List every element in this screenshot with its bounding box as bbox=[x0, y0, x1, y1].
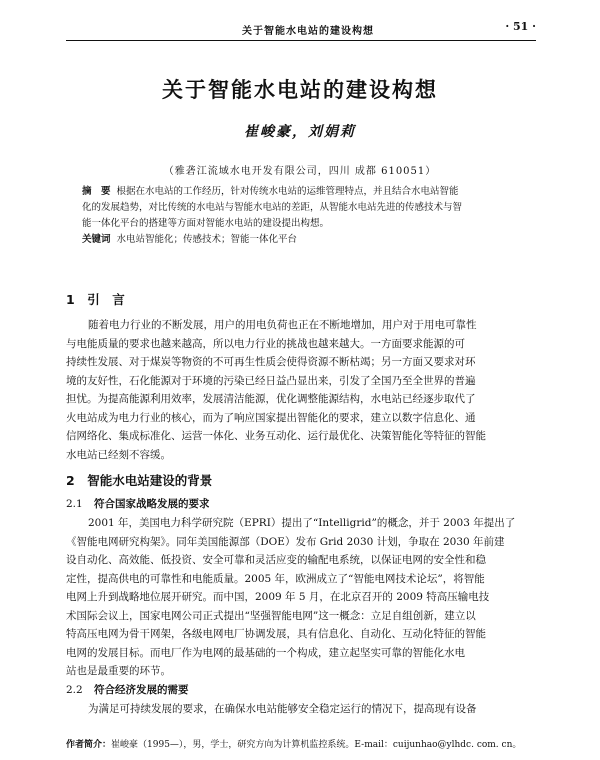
article-affiliation: （雅砻江流域水电开发有限公司，四川 成都 610051） bbox=[163, 166, 437, 177]
subsection-heading: 符合国家战略发展的要求 bbox=[94, 498, 210, 510]
article-title: 关于智能水电站的建设构想 bbox=[162, 78, 438, 102]
header-rule bbox=[66, 40, 536, 41]
keywords-label: 关键词 bbox=[82, 234, 111, 245]
subsection-2-1-body bbox=[66, 514, 536, 681]
footnote-text: 崔峻豪（1995—），男，学士，研究方向为计算机监控系统。E-mail：cuijunhao@ylhdc. com. cn。 bbox=[111, 740, 522, 750]
body-line: 水电站已经刻不容缓。 bbox=[66, 448, 171, 461]
body-line: 境的友好性，石化能源对于环境的污染已经日益凸显出来，引发了全国乃至全世界的普遍 bbox=[66, 374, 476, 387]
body-line: 设自动化、高效能、低投资、安全可靠和灵活应变的输配电系统，以保证电网的安全性和稳 bbox=[66, 554, 486, 566]
keywords-text: 水电站智能化；传感技术；智能一体化平台 bbox=[116, 234, 298, 245]
body-line: 特高压电网为骨干网架，各级电网电厂协调发展，具有信息化、自动化、互动化特征的智能 bbox=[66, 628, 486, 640]
body-line: 与电能质量的要求也越来越高，所以电力行业的挑战也越来越大。一方面要求能源的可 bbox=[66, 337, 465, 350]
abstract-line: 能一体化平台的搭建等方面对智能水电站的建设提出构想。 bbox=[82, 218, 330, 229]
abstract-line: 化的发展趋势，对比传统的水电站与智能水电站的差距，从智能水电站先进的传感技术与智 bbox=[82, 202, 463, 213]
body-line: 火电站成为电力行业的核心，而为了响应国家提出智能化的要求，建立以数字信息化、通 bbox=[66, 411, 476, 424]
page-number: · 51 · bbox=[505, 20, 536, 33]
body-line: 《智能电网研究构架》。同年美国能源部（DOE）发布 Grid 2030 计划，争取在 2030 年前建 bbox=[66, 535, 505, 548]
article-authors: 崔峻豪，刘娟莉 bbox=[244, 124, 356, 140]
abstract-label: 摘 要 bbox=[82, 186, 111, 197]
body-line: 站也是最重要的环节。 bbox=[66, 665, 171, 677]
subsection-number: 2.2 bbox=[66, 684, 83, 696]
body-line: 术国际会议上，国家电网公司正式提出“坚强智能电网”这一概念：立足自组创新，建立以 bbox=[66, 609, 476, 622]
section-1-title: 1 引 言 bbox=[66, 292, 125, 307]
abstract-line: 根据在水电站的工作经历，针对传统水电站的运维管理特点，并且结合水电站智能 bbox=[116, 186, 459, 197]
section-2-title: 2 智能水电站建设的背景 bbox=[66, 473, 213, 488]
body-line: 随着电力行业的不断发展，用户的用电负荷也正在不断地增加，用户对于用电可靠性 bbox=[88, 319, 477, 331]
body-line: 为满足可持续发展的要求，在确保水电站能够安全稳定运行的情况下，提高现有设备 bbox=[88, 703, 477, 715]
subsection-number: 2.1 bbox=[66, 498, 83, 510]
subsection-2-2-body bbox=[66, 700, 536, 719]
footnote-label: 作者简介： bbox=[66, 740, 112, 750]
body-line: 定性，提高供电的可靠性和电能质量。2005 年，欧洲成立了“智能电网技术论坛”，将智能 bbox=[66, 572, 485, 585]
abstract-block bbox=[82, 184, 522, 248]
running-head-title: 关于智能水电站的建设构想 bbox=[242, 26, 374, 37]
body-line: 电网上升到战略地位展开研究。而中国，2009 年 5 月，在北京召开的 2009 特高压输电技 bbox=[66, 591, 490, 603]
body-line: 持续性发展、对于煤炭等物资的不可再生性质会使得资源不断枯竭；另一方面又要求对环 bbox=[66, 356, 476, 368]
body-line: 担忧。为提高能源利用效率，发展清洁能源，优化调整能源结构，水电站已经逐步取代了 bbox=[66, 393, 476, 405]
running-head bbox=[66, 20, 536, 38]
body-line: 电网的发展目标。而电厂作为电网的最基础的一个构成，建立起坚实可靠的智能化水电 bbox=[66, 646, 465, 659]
body-line: 信网络化、集成标准化、运营一体化、业务互动化、运行最优化、决策智能化等特征的智能 bbox=[66, 430, 486, 442]
subsection-2-2-title bbox=[66, 682, 189, 697]
section-1-body bbox=[66, 316, 536, 464]
author-footnote bbox=[66, 737, 544, 750]
body-line: 2001 年，美国电力科学研究院（EPRI）提出了“Intelligrid”的概念，并于 2003 年提出了 bbox=[88, 517, 516, 529]
subsection-2-1-title bbox=[66, 496, 210, 511]
subsection-heading: 符合经济发展的需要 bbox=[94, 684, 189, 696]
